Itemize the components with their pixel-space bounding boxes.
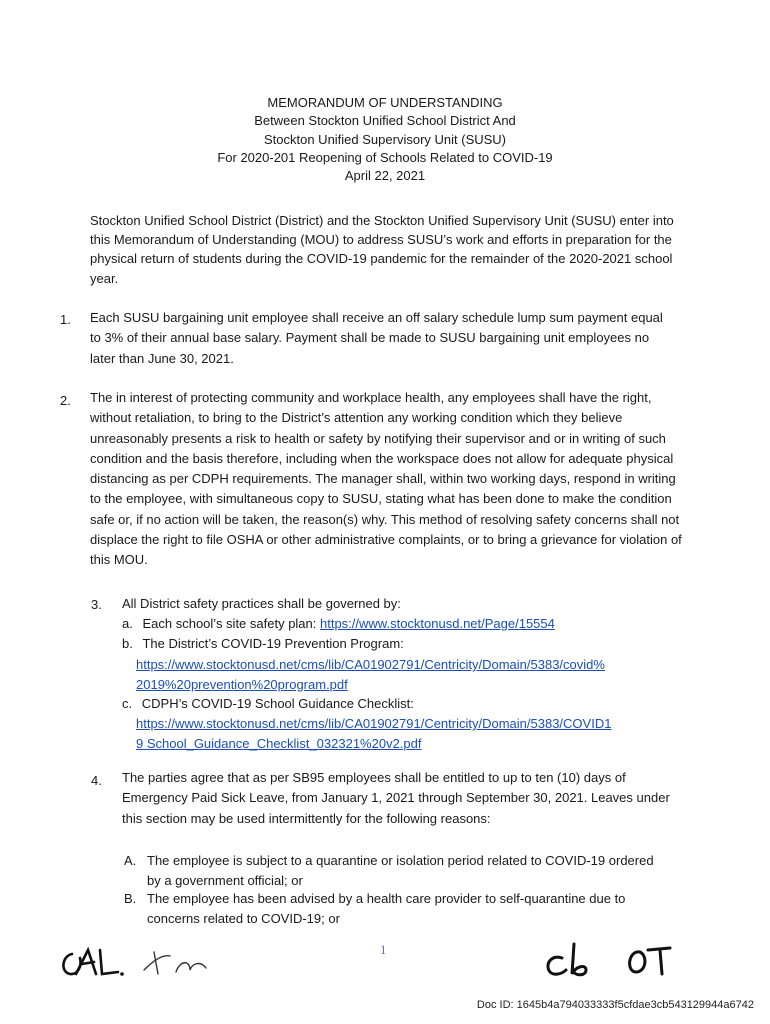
memo-title: MEMORANDUM OF UNDERSTANDING [267,95,503,110]
item-3c [122,694,414,714]
item-3-number: 3. [91,597,102,612]
item-1-text: Each SUSU bargaining unit employee shall receive an off salary schedule lump sum payment equal to 3% of their annual base salary. Payment shall be made to SUSU bargaining unit employees no later than June 30, 2021. [90,310,663,366]
memo-title-block [0,94,770,185]
item-4-sub-B-text: The employee has been advised by a health care provider to self-quarantine due to concerns related to COVID-19; or [147,891,626,926]
item-3a-marker: a. [122,616,133,631]
item-4-text: The parties agree that as per SB95 employees shall be entitled to up to ten (10) days of Emergency Paid Sick Leave, from January 1, 2021 through September 30, 2021. Leaves under this section may be used intermittently for the following reasons: [122,770,670,826]
memo-parties-line: Between Stockton Unified School District And [254,113,516,129]
item-3b [122,634,404,654]
prevention-program-link-line1[interactable]: https://www.stocktonusd.net/cms/lib/CA01902791/Centricity/Domain/5383/covid% [136,657,605,672]
item-3-text: All District safety practices shall be governed by: [122,596,401,611]
item-3b-url [136,655,605,694]
item-4-sub-A-text: The employee is subject to a quarantine or isolation period related to COVID-19 ordered by a government official; or [147,853,654,888]
item-3b-marker: b. [122,636,133,651]
guidance-checklist-link-line1[interactable]: https://www.stocktonusd.net/cms/lib/CA01902791/Centricity/Domain/5383/COVID1 [136,716,612,731]
item-4-sub-B-marker: B. [124,891,137,906]
site-safety-plan-link[interactable]: https://www.stocktonusd.net/Page/15554 [320,616,555,631]
guidance-checklist-link-line2[interactable]: 9 School_Guidance_Checklist_032321%20v2.pdf [136,735,422,751]
memo-date: April 22, 2021 [344,168,426,184]
prevention-program-link-line2[interactable]: 2019%20prevention%20program.pdf [136,676,348,692]
item-4-number: 4. [91,773,102,788]
item-2-text: The in interest of protecting community and workplace health, any employees shall have the right, without retaliation, to bring to the District’s attention any working condition which they believe unreasonably presents a risk to health or safety by notifying their supervisor and or in writing of such condition and the basis therefore, including when the workspace does not allow for adequate physical distancing as per CDPH requirements. The manager shall, within two working days, respond in writing to the employee, with simultaneous copy to SUSU, stating what has been done to make the condition safe or, if no action will be taken, the reason(s) why. This method of resolving safety concerns shall not displace the right to file OSHA or other administrative complaints, or to bring a grievance for violation of this MOU. [90,390,682,568]
item-3c-marker: c. [122,696,133,711]
item-3c-label: CDPH’s COVID-19 School Guidance Checklist: [141,696,414,711]
item-3a [122,614,555,634]
item-1-number: 1. [60,312,71,327]
page-number: 1 [380,942,387,957]
item-3c-url [136,714,611,753]
handwritten-initials-left [58,944,218,984]
intro-paragraph: Stockton Unified School District (District) and the Stockton Unified Supervisory Unit (SUSU) enter into this Memorandum of Understanding (MOU) to address SUSU’s work and efforts in preparation for the physical return of students during the COVID-19 pandemic for the remainder of the 2020-2021 school year. [90,213,674,286]
memo-subject-line: For 2020-201 Reopening of Schools Related to COVID-19 [217,149,553,165]
document-id: Doc ID: 1645b4a794033333f5cfdae3cb543129944a6742 [476,999,754,1011]
item-4-sub-A-marker: A. [124,853,137,868]
handwritten-initials-right [540,940,680,984]
item-4-sub-B [124,889,664,928]
memo-unit-line: Stockton Unified Supervisory Unit (SUSU) [263,131,507,147]
item-3a-label: Each school’s site safety plan: [142,616,320,631]
item-4-sub-A [124,851,664,890]
item-3b-label: The District’s COVID-19 Prevention Program: [142,636,404,651]
item-2-number: 2. [60,393,71,408]
